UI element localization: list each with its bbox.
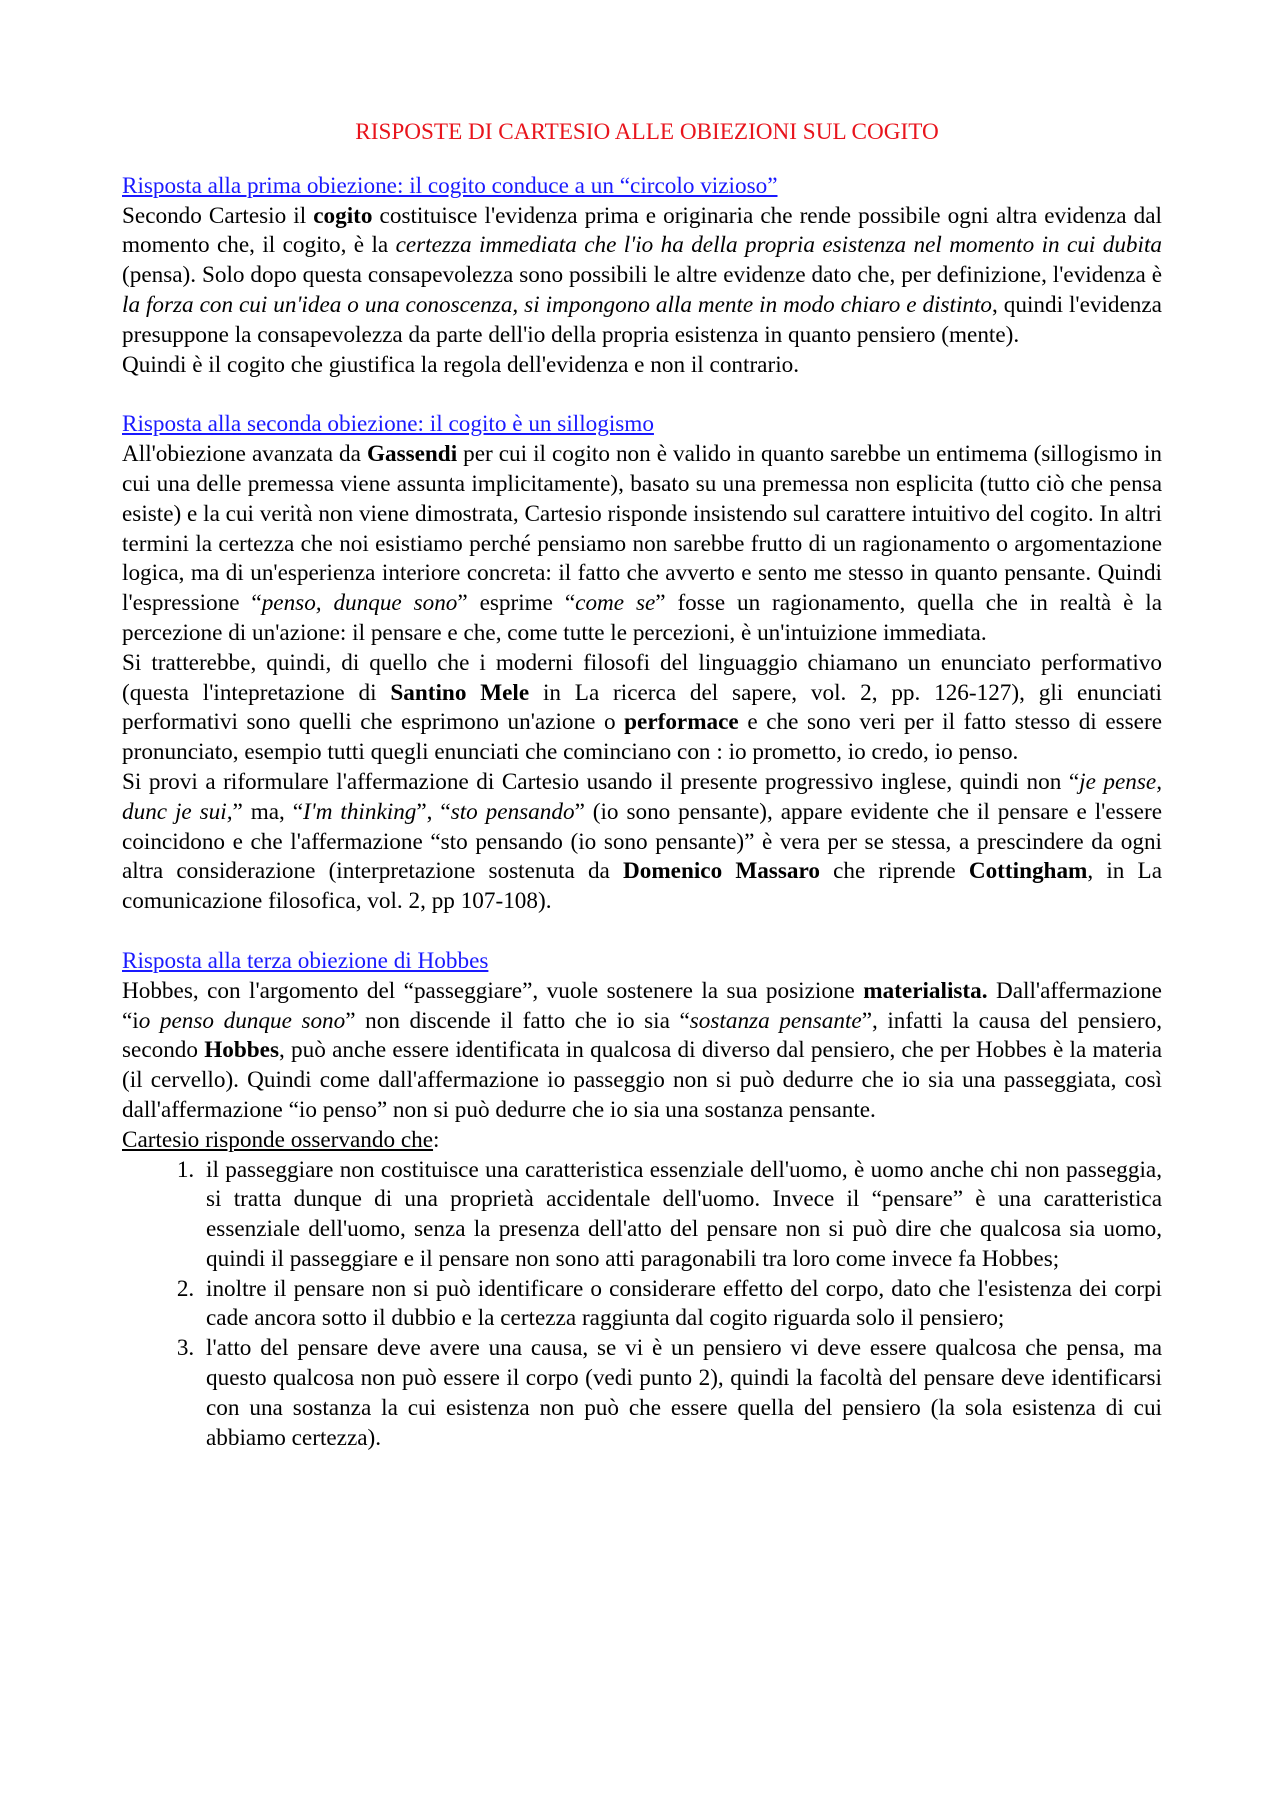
paragraph: Si tratterebbe, quindi, di quello che i moderni filosofi del linguaggio chiamano un enunciato performativo (questa l'intepretazione di Santino Mele in La ricerca del sapere, vol. 2, pp. 126-127), gli enunciati performativi sono quelli che esprimono un'azione o performace e che sono veri per il fatto stesso di essere pronunciato, esempio tutti quegli enunciati che cominciano con : io prometto, io credo, io penso.: [122, 649, 1162, 766]
list-lead: Cartesio risponde osservando che:: [122, 1126, 440, 1153]
paragraph: Quindi è il cogito che giustifica la regola dell'evidenza e non il contrario.: [122, 351, 800, 378]
paragraph: Hobbes, con l'argomento del “passeggiare”, vuole sostenere la sua posizione materialista. Dall'affermazione “io penso dunque sono” non discende il fatto che io sia “sostanza pensante”, infatti la causa del pensiero, secondo Hobbes, può anche essere identificata in qualcosa di diverso dal pensiero, che per Hobbes è la materia (il cervello). Quindi come dall'affermazione io passeggio non si può dedurre che io sia una passeggiata, così dall'affermazione “io penso” non si può dedurre che io sia una sostanza pensante.: [122, 977, 1163, 1123]
paragraph: All'obiezione avanzata da Gassendi per cui il cogito non è valido in quanto sarebbe un entimema (sillogismo in cui una delle premessa viene assunta implicitamente), basato su una premessa non esplicita (tutto ciò che pensa esiste) e la cui verità non viene dimostrata, Cartesio risponde insistendo sul carattere intuitivo del cogito. In altri termini la certezza che noi esistiamo perché pensiamo non sarebbe frutto di un ragionamento o argomentazione logica, ma di un'esperienza interiore concreta: il fatto che avverto e sento me stesso in quanto pensante. Quindi l'espressione “penso, dunque sono” esprime “come se” fosse un ragionamento, quella che in realtà è la percezione di un'azione: il pensare e che, come tutte le percezioni, è un'intuizione immediata.: [122, 441, 1162, 646]
numbered-list: [122, 1156, 1162, 1454]
document-page: [122, 118, 1162, 1453]
paragraph: Secondo Cartesio il cogito costituisce l'evidenza prima e originaria che rende possibile ogni altra evidenza dal momento che, il cogito, è la certezza immediata che l'io ha della propria esistenza nel momento in cui dubita (pensa). Solo dopo questa consapevolezza sono possibili le altre evidenze dato che, per definizione, l'evidenza è la forza con cui un'idea o una conoscenza, si impongono alla mente in modo chiaro e distinto, quindi l'evidenza presuppone la consapevolezza da parte dell'io della propria esistenza in quanto pensiero (mente).: [122, 202, 1162, 348]
section-heading-second-objection: Risposta alla seconda obiezione: il cogito è un sillogismo: [122, 411, 654, 438]
list-item: 1. il passeggiare non costituisce una caratteristica essenziale dell'uomo, è uomo anche chi non passeggia, si tratta dunque di una proprietà accidentale dell'uomo. Invece il “pensare” è una caratteristica essenziale dell'uomo, senza la presenza dell'atto del pensare non si può dire che qualcosa sia uomo, quindi il passeggiare e il pensare non sono atti paragonabili tra loro come invece fa Hobbes;: [200, 1156, 1162, 1275]
list-item: 2. inoltre il pensare non si può identificare o considerare effetto del corpo, dato che l'esistenza dei corpi cade ancora sotto il dubbio e la certezza raggiunta dal cogito riguarda solo il pensiero;: [200, 1275, 1162, 1335]
paragraph: Si provi a riformulare l'affermazione di Cartesio usando il presente progressivo inglese, quindi non “je pense, dunc je sui,” ma, “I'm thinking”, “sto pensando” (io sono pensante), appare evidente che il pensare e l'essere coincidono e che l'affermazione “sto pensando (io sono pensante)” è vera per se stessa, a prescindere da ogni altra considerazione (interpretazione sostenuta da Domenico Massaro che riprende Cottingham, in La comunicazione filosofica, vol. 2, pp 107-108).: [122, 768, 1163, 915]
document-title: RISPOSTE DI CARTESIO ALLE OBIEZIONI SUL COGITO: [355, 119, 939, 145]
section-heading-first-objection: Risposta alla prima obiezione: il cogito conduce a un “circolo vizioso”: [122, 172, 778, 199]
section-heading-third-objection: Risposta alla terza obiezione di Hobbes: [122, 947, 489, 974]
list-item: 3. l'atto del pensare deve avere una causa, se vi è un pensiero vi deve essere qualcosa che pensa, ma questo qualcosa non può essere il corpo (vedi punto 2), quindi la facoltà del pensare deve identificarsi con una sostanza la cui esistenza non può che essere quella del pensiero (la sola esistenza di cui abbiamo certezza).: [200, 1334, 1162, 1453]
